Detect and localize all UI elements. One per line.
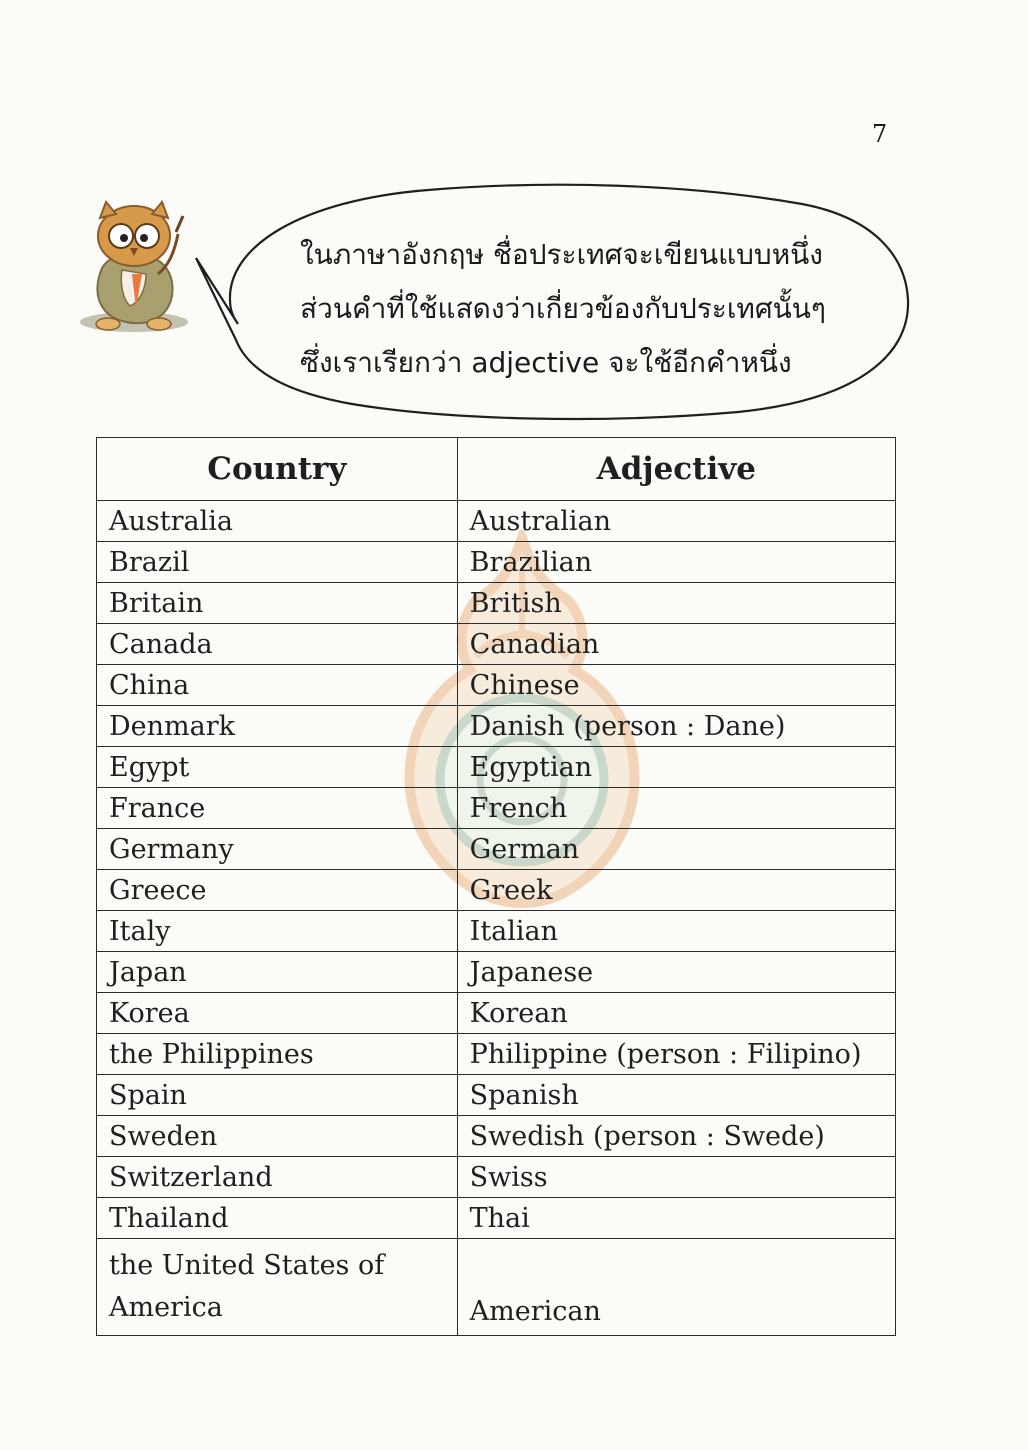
adjective-cell: Thai <box>457 1198 895 1239</box>
country-cell: Thailand <box>97 1198 458 1239</box>
table-row <box>97 1157 896 1198</box>
table-row <box>97 583 896 624</box>
adjective-cell: Greek <box>457 870 895 911</box>
adjective-cell: Brazilian <box>457 542 895 583</box>
table-row <box>97 747 896 788</box>
adjective-cell: British <box>457 583 895 624</box>
adjective-cell: French <box>457 788 895 829</box>
table-row <box>97 911 896 952</box>
table-row <box>97 542 896 583</box>
country-cell: Spain <box>97 1075 458 1116</box>
adjective-cell: Swiss <box>457 1157 895 1198</box>
table-row <box>97 624 896 665</box>
table-row <box>97 665 896 706</box>
country-cell: Egypt <box>97 747 458 788</box>
adjective-cell: Italian <box>457 911 895 952</box>
page-number: 7 <box>872 120 888 148</box>
country-cell: Greece <box>97 870 458 911</box>
table-row <box>97 1116 896 1157</box>
owl-teacher-icon <box>64 190 204 340</box>
country-cell: Denmark <box>97 706 458 747</box>
country-header: Country <box>97 438 458 501</box>
adjective-cell: Egyptian <box>457 747 895 788</box>
table-row <box>97 1198 896 1239</box>
table-row <box>97 1034 896 1075</box>
country-cell: France <box>97 788 458 829</box>
country-cell: Canada <box>97 624 458 665</box>
table-row <box>97 1239 896 1336</box>
adjective-cell: Philippine (person : Filipino) <box>457 1034 895 1075</box>
table-row <box>97 1075 896 1116</box>
country-cell: Brazil <box>97 542 458 583</box>
table-row <box>97 788 896 829</box>
table-row <box>97 706 896 747</box>
adjective-cell: Canadian <box>457 624 895 665</box>
table-row <box>97 829 896 870</box>
table-header-row <box>97 438 896 501</box>
speech-text <box>300 228 890 390</box>
adjective-cell: Swedish (person : Swede) <box>457 1116 895 1157</box>
country-cell: Japan <box>97 952 458 993</box>
adjective-cell: Danish (person : Dane) <box>457 706 895 747</box>
country-cell: China <box>97 665 458 706</box>
country-cell: the Philippines <box>97 1034 458 1075</box>
country-cell: Italy <box>97 911 458 952</box>
country-cell: Sweden <box>97 1116 458 1157</box>
adjective-cell: Australian <box>457 501 895 542</box>
table-row <box>97 501 896 542</box>
table-row <box>97 870 896 911</box>
adjective-cell: Japanese <box>457 952 895 993</box>
country-cell: Germany <box>97 829 458 870</box>
country-cell: Korea <box>97 993 458 1034</box>
country-cell: Switzerland <box>97 1157 458 1198</box>
adjective-header: Adjective <box>457 438 895 501</box>
speech-line: ในภาษาอังกฤษ ชื่อประเทศจะเขียนแบบหนึ่ง <box>300 238 823 271</box>
adjective-cell: American <box>457 1239 895 1336</box>
table-row <box>97 993 896 1034</box>
country-cell: Britain <box>97 583 458 624</box>
speech-line: ซึ่งเราเรียกว่า adjective จะใช้อีกคำหนึ่ง <box>300 346 792 379</box>
country-adjective-table-wrap <box>96 437 896 1352</box>
adjective-cell: Spanish <box>457 1075 895 1116</box>
adjective-cell: Korean <box>457 993 895 1034</box>
adjective-cell: Chinese <box>457 665 895 706</box>
table-row <box>97 952 896 993</box>
speech-line: ส่วนคำที่ใช้แสดงว่าเกี่ยวข้องกับประเทศนั้นๆ <box>300 292 826 325</box>
country-cell: Australia <box>97 501 458 542</box>
country-adjective-table <box>96 437 896 1336</box>
adjective-cell: German <box>457 829 895 870</box>
country-cell: the United States of America <box>97 1239 458 1336</box>
